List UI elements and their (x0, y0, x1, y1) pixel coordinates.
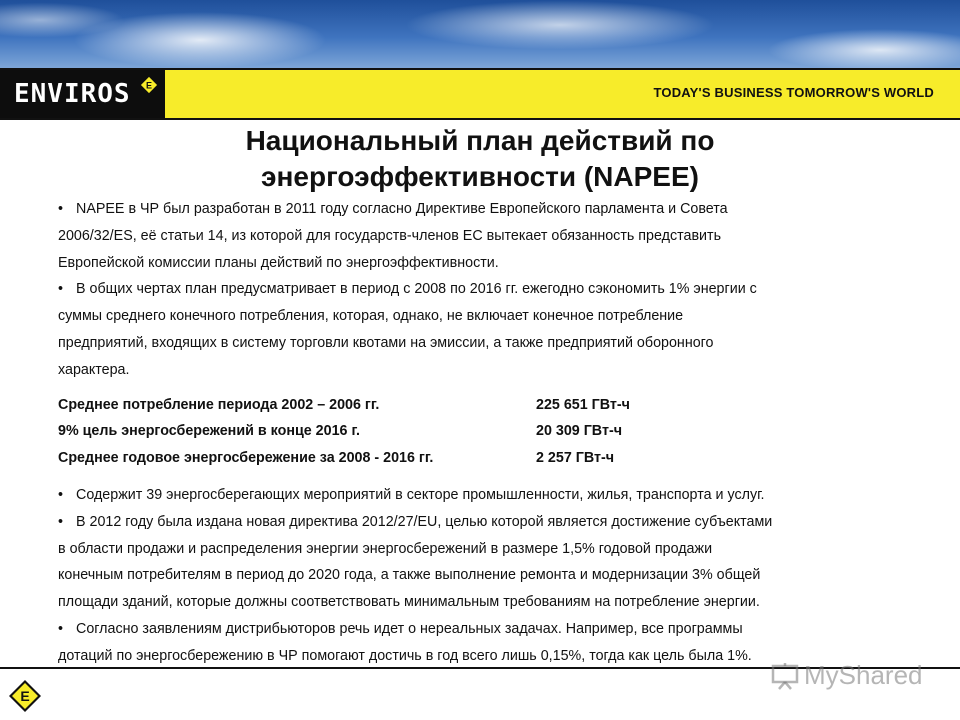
bullet-list-bottom (58, 482, 908, 670)
bullet-line (58, 250, 908, 277)
bullet-text: в области продажи и распределения энергии энергосбережений в размере 1,5% годовой продажи (58, 540, 713, 557)
svg-text:E: E (145, 80, 153, 91)
svg-text:E: E (20, 688, 30, 704)
bullet-text: Согласно заявлениям дистрибьюторов речь идет о нереальных задачах. Например, все программы (76, 620, 743, 637)
bullet-item (58, 196, 908, 223)
header-banner (0, 68, 960, 120)
watermark (770, 660, 923, 691)
bullet-text: Европейской комиссии планы действий по энергоэффективности. (58, 254, 499, 271)
enviros-logo (0, 70, 165, 118)
logo-text: ENVIROS (14, 79, 131, 109)
bullet-line (58, 589, 908, 616)
title-line-2: энергоэффективности (NAPEE) (261, 161, 699, 192)
bullet-item (58, 509, 908, 536)
bullet-marker: • (58, 513, 64, 530)
stat-row (58, 392, 908, 419)
bullet-item (58, 276, 908, 303)
stat-value: 225 651 ГВт-ч (536, 396, 630, 413)
bullet-text: дотаций по энергосбережению в ЧР помогают достичь в год всего лишь 0,15%, тогда как цель была 1%. (58, 647, 752, 664)
stat-label: Среднее годовое энергосбережение за 2008 - 2016 гг. (58, 450, 434, 467)
bullet-line (58, 223, 908, 250)
stat-value: 20 309 ГВт-ч (536, 423, 623, 440)
bullet-marker: • (58, 620, 64, 637)
tagline: TODAY'S BUSINESS TOMORROW'S WORLD (653, 85, 934, 100)
bullet-text: NAPEE в ЧР был разработан в 2011 году согласно Директиве Европейского парламента и Совета (76, 201, 728, 217)
bullet-text: конечным потребителям в период до 2020 года, а также выполнение ремонта и модернизации 3% общей (58, 567, 761, 584)
footer-e-logo-icon (8, 679, 42, 713)
bullet-text: В 2012 году была издана новая директива 2012/27/EU, целью которой является достижение субъектами (76, 513, 773, 530)
bullet-item (58, 616, 908, 643)
bullet-line (58, 357, 908, 384)
presentation-icon (770, 661, 800, 691)
bullet-marker: • (58, 486, 64, 503)
bullet-line (58, 330, 908, 357)
bullet-text: характера. (58, 361, 130, 378)
stat-row (58, 445, 908, 472)
bullet-text: Содержит 39 энергосберегающих мероприятий в секторе промышленности, жилья, транспорта и услуг. (76, 486, 765, 503)
stat-value: 2 257 ГВт-ч (536, 450, 615, 467)
bullet-text: предприятий, входящих в систему торговли квотами на эмиссии, а также предприятий оборонного (58, 334, 714, 351)
bullet-line (58, 562, 908, 589)
bullet-text: суммы среднего конечного потребления, которая, однако, не включает конечное потребление (58, 308, 684, 325)
stats-table (58, 392, 908, 472)
bullet-text: В общих чертах план предусматривает в период с 2008 по 2016 гг. ежегодно сэкономить 1% энергии с (76, 281, 757, 298)
bullet-text: площади зданий, которые должны соответствовать минимальным требованиям на потребление энергии. (58, 594, 760, 611)
slide-title (0, 123, 960, 195)
stat-row (58, 418, 908, 445)
bullet-item (58, 482, 908, 509)
stat-label: 9% цель энергосбережений в конце 2016 г. (58, 423, 360, 440)
bullet-text: 2006/32/ES, её статьи 14, из которой для государств-членов ЕС вытекает обязанность представить (58, 227, 722, 244)
bullet-marker: • (58, 281, 64, 298)
sky-header-image (0, 0, 960, 68)
slide-body (58, 196, 908, 670)
logo-e-mark-icon (140, 76, 158, 94)
bullet-marker: • (58, 201, 64, 217)
stat-label: Среднее потребление периода 2002 – 2006 гг. (58, 396, 380, 413)
bullet-line (58, 303, 908, 330)
bullet-line (58, 536, 908, 563)
title-line-1: Национальный план действий по (245, 125, 715, 156)
bullet-list-top (58, 196, 908, 384)
watermark-text: MyShared (804, 660, 923, 690)
